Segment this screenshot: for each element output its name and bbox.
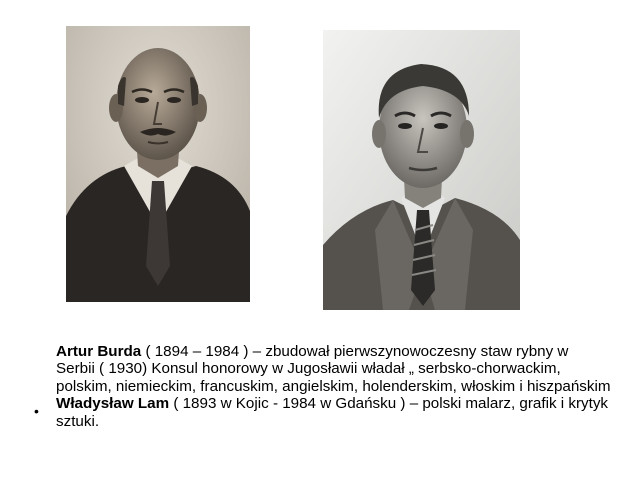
person-bio: ( 1894 – 1984 ) – zbudował pierwszynowoczesny staw rybny w Serbii ( 1930) Konsul honorowy w Jugosławii władał „ serbsko-chorwackim, polskim, niemieckim, francuskim, angielskim, holenderskim, włoskim i hiszpańskim bbox=[56, 343, 611, 395]
person-bio: ( 1893 w Kojic - 1984 w Gdańsku ) – polski malarz, grafik i krytyk sztuki. bbox=[56, 395, 609, 430]
caption-entry-lam bbox=[56, 395, 611, 430]
bullet-marker: • bbox=[34, 403, 39, 419]
caption-entry-burda bbox=[56, 343, 611, 395]
portrait-artur-burda bbox=[66, 26, 250, 302]
person-name: Władysław Lam bbox=[56, 395, 170, 413]
person-name: Artur Burda bbox=[56, 343, 142, 360]
caption-text bbox=[56, 343, 611, 430]
portrait-wladyslaw-lam bbox=[323, 30, 520, 310]
